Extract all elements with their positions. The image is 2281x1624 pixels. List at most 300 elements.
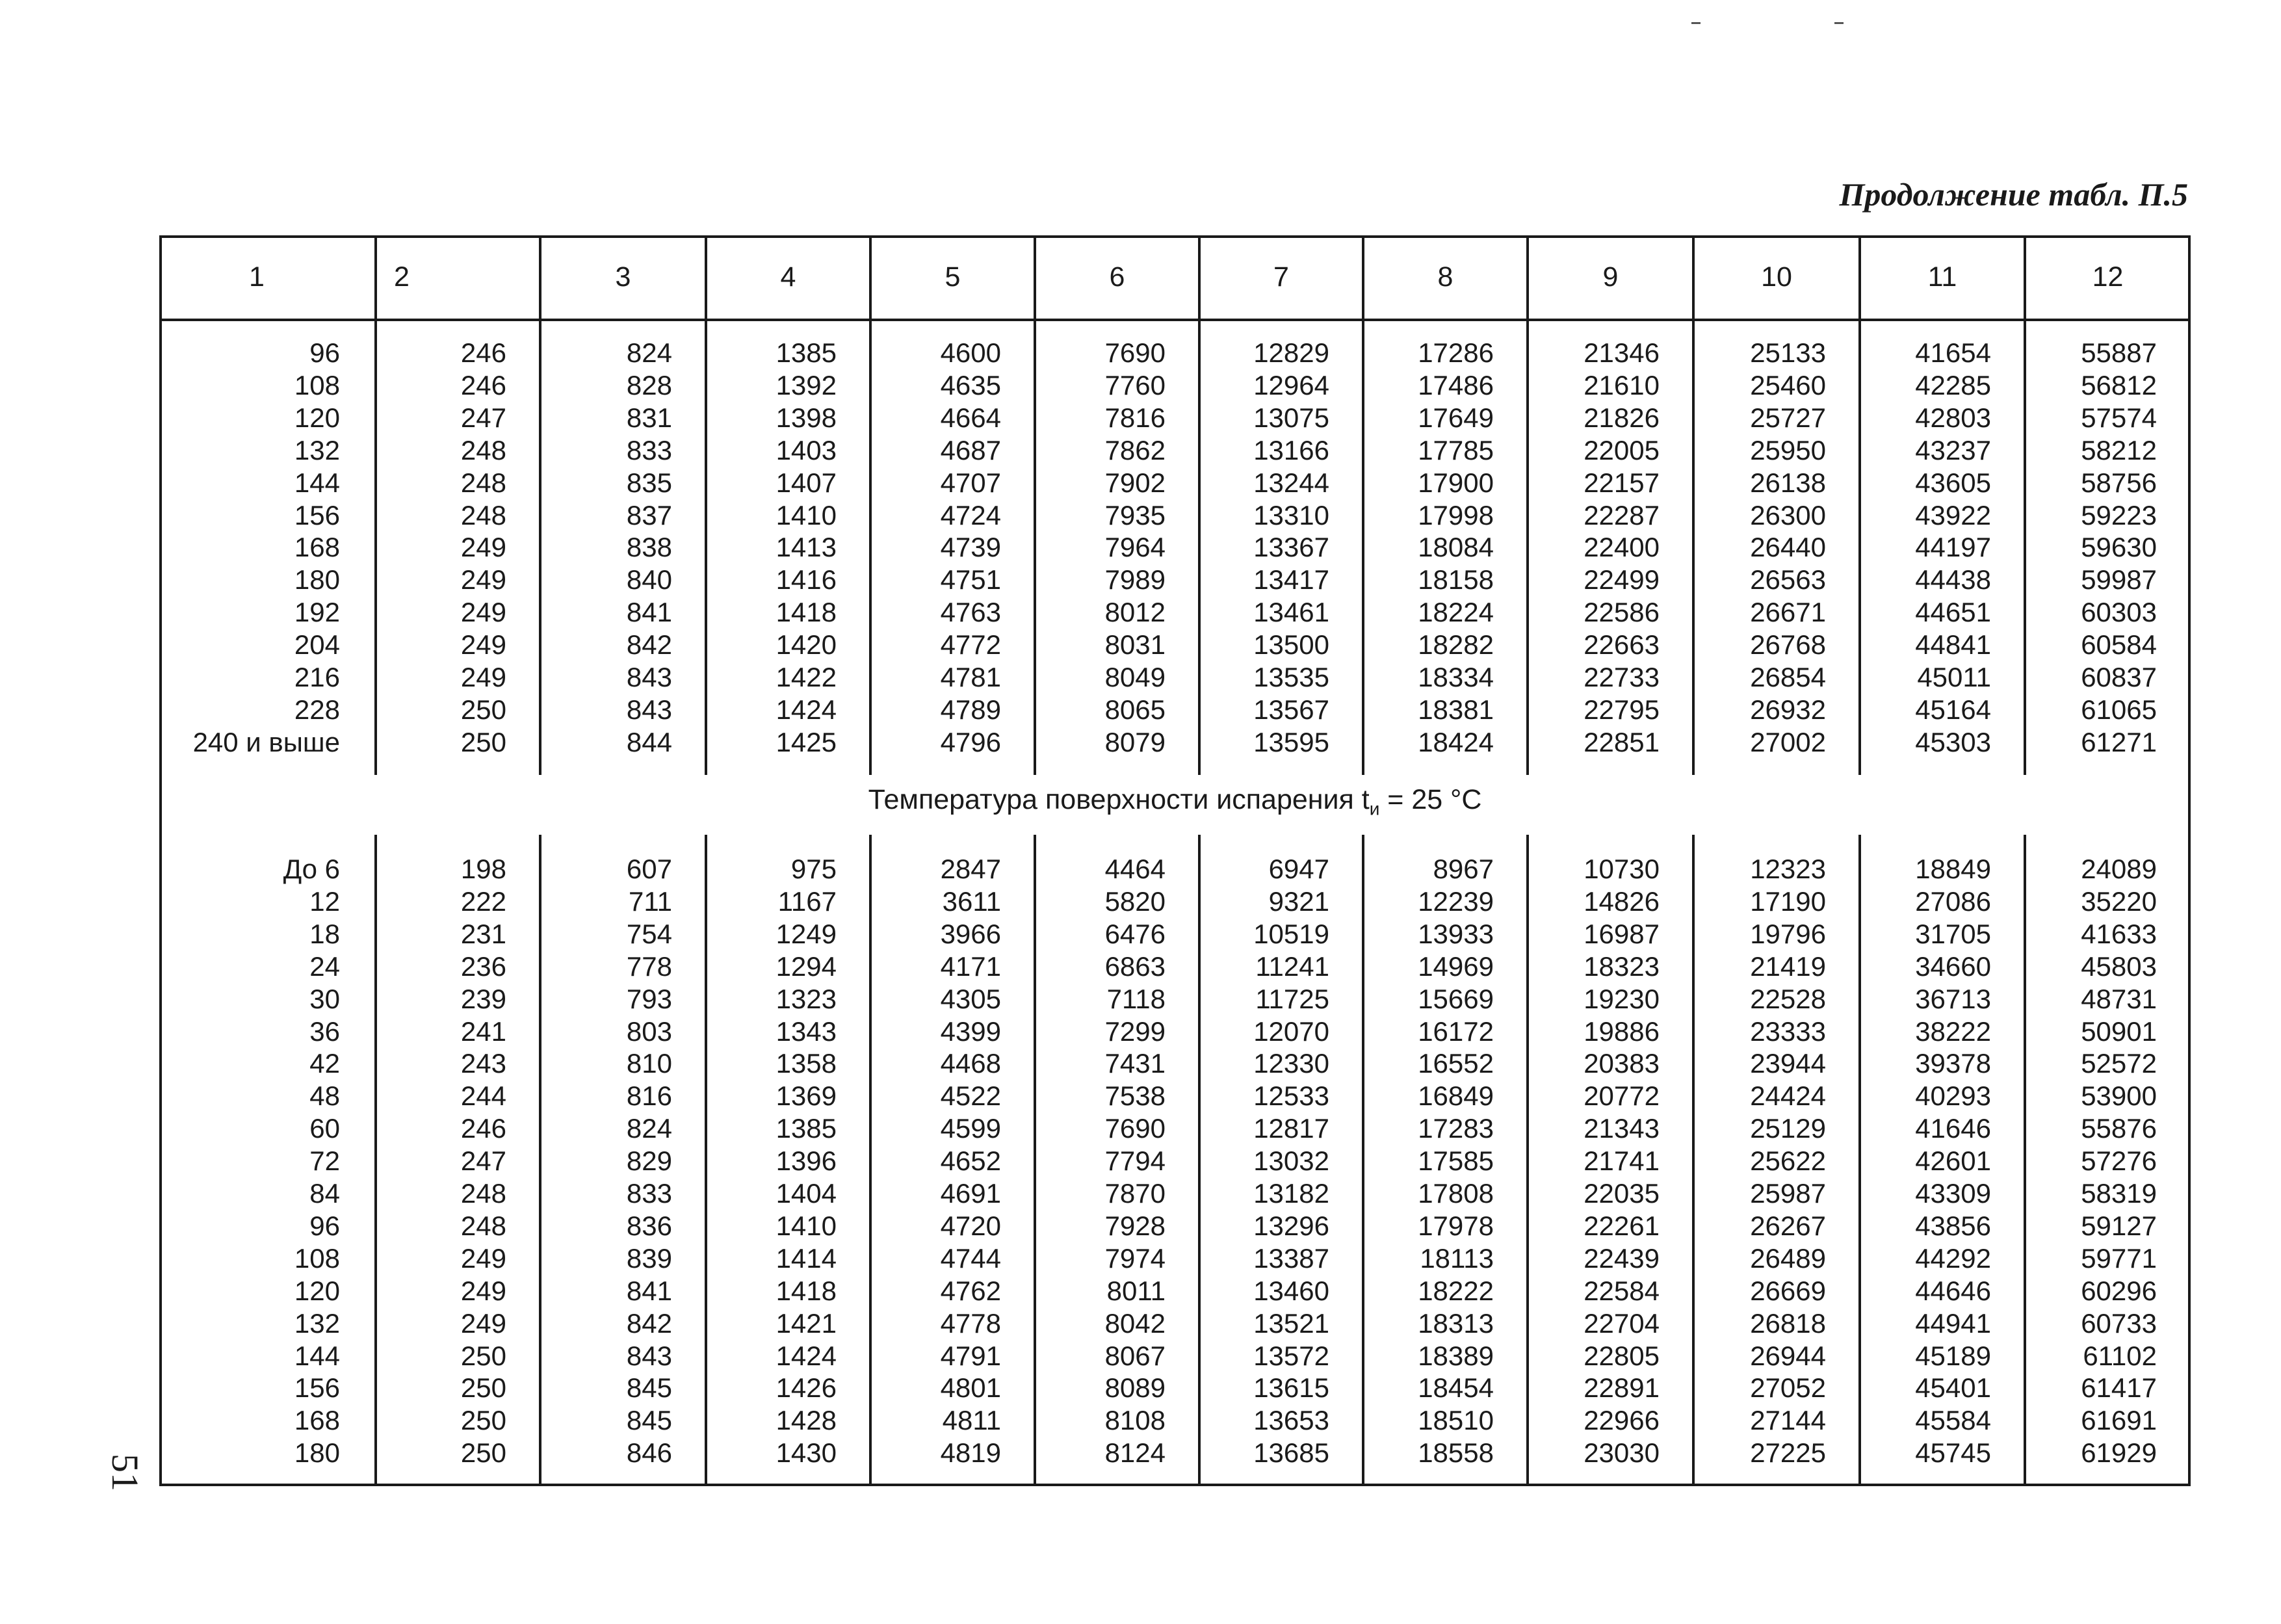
table-cell: 41654	[1915, 337, 1991, 368]
table-cell: 8067	[1104, 1340, 1166, 1371]
table-cell: 13032	[1253, 1146, 1329, 1177]
table-cell: 13567	[1253, 694, 1329, 725]
table-cell: 778	[626, 950, 672, 982]
table-row	[159, 726, 2191, 759]
table-cell: 25950	[1750, 434, 1826, 465]
column-header: 4	[780, 261, 796, 293]
table-cell: 1398	[776, 402, 837, 433]
table-row	[159, 1340, 2191, 1372]
table-cell: 249	[460, 564, 506, 596]
table-cell: 18313	[1418, 1307, 1494, 1339]
table-cell: 8011	[1106, 1275, 1166, 1306]
table-cell: 845	[626, 1405, 672, 1436]
table-cell: 18222	[1418, 1275, 1494, 1306]
table-cell: 4600	[940, 337, 1001, 368]
table-cell: 247	[460, 1146, 506, 1177]
table-cell: 120	[294, 1275, 340, 1306]
table-cell: 843	[626, 662, 672, 692]
table-row	[159, 1404, 2191, 1437]
table-cell: 4796	[940, 726, 1001, 757]
table-cell: 18334	[1418, 662, 1494, 692]
table-cell: 48	[309, 1080, 340, 1112]
table-cell: 3966	[940, 918, 1001, 949]
table-cell: 18224	[1418, 597, 1494, 628]
table-cell: 1385	[776, 1113, 837, 1144]
table-cell: 22261	[1584, 1210, 1660, 1241]
column-header: 11	[1927, 261, 1957, 293]
table-cell: 1421	[776, 1307, 837, 1339]
table-cell: 1323	[776, 983, 837, 1014]
table-cell: 59630	[2081, 532, 2157, 563]
table-cell: 25622	[1750, 1146, 1826, 1177]
table-cell: 180	[294, 1437, 340, 1469]
table-cell: 16172	[1418, 1015, 1494, 1047]
table-cell: 17978	[1418, 1210, 1494, 1241]
table-cell: 4664	[940, 402, 1001, 433]
table-cell: 20772	[1584, 1080, 1660, 1112]
table-cell: 837	[626, 499, 672, 530]
table-cell: 120	[294, 402, 340, 433]
table-cell: 96	[309, 1210, 340, 1241]
table-cell: 4522	[940, 1080, 1001, 1112]
table-cell: 45303	[1915, 726, 1991, 757]
table-cell: 72	[309, 1146, 340, 1177]
table-cell: 45803	[2081, 950, 2157, 982]
table-cell: 13535	[1253, 662, 1329, 692]
table-cell: 249	[460, 1242, 506, 1274]
table-cell: 1407	[776, 467, 837, 498]
table-cell: 816	[626, 1080, 672, 1112]
table-cell: 250	[460, 1340, 506, 1371]
table-cell: 7989	[1104, 564, 1166, 596]
table-cell: 8124	[1104, 1437, 1166, 1469]
table-cell: 9321	[1268, 885, 1329, 917]
column-header: 1	[249, 261, 265, 293]
table-row	[159, 1210, 2191, 1242]
table-cell: 4789	[940, 694, 1001, 725]
table-cell: 1428	[776, 1405, 837, 1436]
table-cell: 248	[460, 1210, 506, 1241]
table-cell: 8065	[1104, 694, 1166, 725]
table-cell: 13615	[1253, 1372, 1329, 1404]
table-cell: 16987	[1584, 918, 1660, 949]
table-row	[159, 918, 2191, 950]
table-cell: 18849	[1915, 854, 1991, 884]
table-row	[159, 564, 2191, 596]
table-cell: 58212	[2081, 434, 2157, 465]
table-row	[159, 467, 2191, 499]
table-cell: 18424	[1418, 726, 1494, 757]
table-cell: 41646	[1915, 1113, 1991, 1144]
table-cell: 22663	[1584, 629, 1660, 661]
table-cell: 838	[626, 532, 672, 563]
table-cell: 24424	[1750, 1080, 1826, 1112]
table-cell: 1385	[776, 337, 837, 368]
table-cell: 7299	[1104, 1015, 1166, 1047]
table-cell: 836	[626, 1210, 672, 1241]
table-cell: 840	[626, 564, 672, 596]
table-cell: 25129	[1750, 1113, 1826, 1144]
table-cell: До 6	[283, 854, 340, 884]
column-header: 12	[2092, 261, 2124, 293]
table-cell: 4811	[942, 1405, 1001, 1436]
table-cell: 45584	[1915, 1405, 1991, 1436]
table-cell: 13461	[1253, 597, 1329, 628]
column-header: 7	[1273, 261, 1289, 293]
table-cell: 246	[460, 369, 506, 400]
table-cell: 61271	[2081, 726, 2157, 757]
section-2-title-suffix: = 25 °C	[1379, 784, 1482, 815]
table-cell: 244	[460, 1080, 506, 1112]
table-cell: 13387	[1253, 1242, 1329, 1274]
table-cell: 8012	[1104, 597, 1166, 628]
table-cell: 22733	[1584, 662, 1660, 692]
table-cell: 5820	[1104, 885, 1166, 917]
table-cell: 833	[626, 434, 672, 465]
table-cell: 4687	[940, 434, 1001, 465]
table-cell: 248	[460, 1178, 506, 1209]
table-cell: 60	[309, 1113, 340, 1144]
column-header: 10	[1761, 261, 1792, 293]
table-cell: 829	[626, 1146, 672, 1177]
table-cell: 228	[294, 694, 340, 725]
table-cell: 17286	[1418, 337, 1494, 368]
table-cell: 14969	[1418, 950, 1494, 982]
table-cell: 12829	[1253, 337, 1329, 368]
table-cell: 8079	[1104, 726, 1166, 757]
table-cell: 4819	[940, 1437, 1001, 1469]
table-cell: 1420	[776, 629, 837, 661]
table-cell: 841	[626, 1275, 672, 1306]
table-cell: 30	[309, 983, 340, 1014]
table-cell: 846	[626, 1437, 672, 1469]
table-cell: 43922	[1915, 499, 1991, 530]
table-cell: 13521	[1253, 1307, 1329, 1339]
table-cell: 7862	[1104, 434, 1166, 465]
table-cell: 833	[626, 1178, 672, 1209]
table-cell: 21610	[1584, 369, 1660, 400]
table-cell: 132	[294, 434, 340, 465]
table-cell: 1410	[776, 1210, 837, 1241]
table-cell: 4781	[940, 662, 1001, 692]
table-cell: 4691	[940, 1178, 1001, 1209]
table-cell: 60733	[2081, 1307, 2157, 1339]
table-row	[159, 337, 2191, 369]
table-cell: 26489	[1750, 1242, 1826, 1274]
table-cell: 239	[460, 983, 506, 1014]
table-row	[159, 1015, 2191, 1048]
table-cell: 44941	[1915, 1307, 1991, 1339]
table-cell: 1358	[776, 1048, 837, 1079]
table-cell: 24089	[2081, 854, 2157, 884]
table-cell: 3611	[942, 885, 1001, 917]
table-cell: 26669	[1750, 1275, 1826, 1306]
table-cell: 21419	[1750, 950, 1826, 982]
table-cell: 48731	[2081, 983, 2157, 1014]
table-row	[159, 402, 2191, 434]
table-cell: 42601	[1915, 1146, 1991, 1177]
table-row	[159, 1112, 2191, 1145]
table-cell: 250	[460, 726, 506, 757]
table-row	[159, 1177, 2191, 1210]
table-cell: 132	[294, 1307, 340, 1339]
table-row	[159, 596, 2191, 629]
table-row	[159, 1275, 2191, 1307]
table-cell: 4464	[1104, 854, 1166, 884]
table-cell: 58319	[2081, 1178, 2157, 1209]
table-cell: 4707	[940, 467, 1001, 498]
table-cell: 250	[460, 1405, 506, 1436]
table-cell: 44438	[1915, 564, 1991, 596]
table-cell: 248	[460, 467, 506, 498]
table-cell: 7928	[1104, 1210, 1166, 1241]
table-cell: 55887	[2081, 337, 2157, 368]
table-cell: 803	[626, 1015, 672, 1047]
table-cell: 26563	[1750, 564, 1826, 596]
table-cell: 22966	[1584, 1405, 1660, 1436]
table-cell: 22851	[1584, 726, 1660, 757]
table-cell: 1404	[776, 1178, 837, 1209]
table-cell: 45401	[1915, 1372, 1991, 1404]
table-cell: 12817	[1253, 1113, 1329, 1144]
table-cell: 250	[460, 1372, 506, 1404]
table-cell: 810	[626, 1048, 672, 1079]
table-cell: 249	[460, 1307, 506, 1339]
table-cell: 12070	[1253, 1015, 1329, 1047]
table-cell: 21826	[1584, 402, 1660, 433]
table-cell: 15669	[1418, 983, 1494, 1014]
table-cell: 26267	[1750, 1210, 1826, 1241]
table-cell: 17486	[1418, 369, 1494, 400]
table-cell: 793	[626, 983, 672, 1014]
table-row	[159, 369, 2191, 402]
table-cell: 4171	[940, 950, 1001, 982]
table-cell: 52572	[2081, 1048, 2157, 1079]
table-cell: 168	[294, 1405, 340, 1436]
page-number: 51	[104, 1454, 146, 1491]
table-cell: 43856	[1915, 1210, 1991, 1241]
table-cell: 8967	[1433, 854, 1494, 884]
table-cell: 25727	[1750, 402, 1826, 433]
table-cell: 4801	[940, 1372, 1001, 1404]
table-cell: 1413	[776, 532, 837, 563]
table-cell: 13500	[1253, 629, 1329, 661]
table-cell: 59223	[2081, 499, 2157, 530]
table-cell: 841	[626, 597, 672, 628]
table-cell: 1414	[776, 1242, 837, 1274]
table-cell: 61065	[2081, 694, 2157, 725]
table-cell: 26671	[1750, 597, 1826, 628]
table-cell: 13653	[1253, 1405, 1329, 1436]
table-cell: 27002	[1750, 726, 1826, 757]
table-cell: 13685	[1253, 1437, 1329, 1469]
table-cell: 1424	[776, 694, 837, 725]
table-cell: 43237	[1915, 434, 1991, 465]
table-cell: 7870	[1104, 1178, 1166, 1209]
table-cell: 16849	[1418, 1080, 1494, 1112]
table-cell: 4599	[940, 1113, 1001, 1144]
table-cell: 1418	[776, 597, 837, 628]
table-row	[159, 983, 2191, 1015]
table-cell: 4778	[940, 1307, 1001, 1339]
table-cell: 8108	[1104, 1405, 1166, 1436]
table-cell: 4399	[940, 1015, 1001, 1047]
table-cell: 8049	[1104, 662, 1166, 692]
table-cell: 248	[460, 499, 506, 530]
table-cell: 168	[294, 532, 340, 563]
table-cell: 4720	[940, 1210, 1001, 1241]
table-cell: 21741	[1584, 1146, 1660, 1177]
header-divider	[159, 319, 2191, 321]
table-cell: 13182	[1253, 1178, 1329, 1209]
table-row	[159, 1307, 2191, 1340]
table-cell: 26932	[1750, 694, 1826, 725]
table-cell: 975	[790, 854, 837, 884]
table-cell: 6476	[1104, 918, 1166, 949]
table-cell: 26440	[1750, 532, 1826, 563]
table-cell: 12330	[1253, 1048, 1329, 1079]
table-cell: 18454	[1418, 1372, 1494, 1404]
table-cell: 108	[294, 369, 340, 400]
table-cell: 22157	[1584, 467, 1660, 498]
table-cell: 1418	[776, 1275, 837, 1306]
table-cell: 12239	[1418, 885, 1494, 917]
table-cell: 23030	[1584, 1437, 1660, 1469]
table-cell: 13166	[1253, 434, 1329, 465]
table-cell: 61417	[2081, 1372, 2157, 1404]
table-cell: 13367	[1253, 532, 1329, 563]
table-cell: 22795	[1584, 694, 1660, 725]
scan-speck	[1691, 22, 1701, 24]
table-cell: 22805	[1584, 1340, 1660, 1371]
table-row	[159, 1242, 2191, 1275]
table-cell: 44651	[1915, 597, 1991, 628]
table-cell: 236	[460, 950, 506, 982]
table-cell: 144	[294, 1340, 340, 1371]
table-cell: 42803	[1915, 402, 1991, 433]
data-table	[159, 235, 2191, 1486]
table-cell: 22499	[1584, 564, 1660, 596]
table-cell: 17649	[1418, 402, 1494, 433]
table-cell: 34660	[1915, 950, 1991, 982]
table-row	[159, 629, 2191, 661]
table-cell: 4762	[940, 1275, 1001, 1306]
table-cell: 249	[460, 629, 506, 661]
table-row	[159, 950, 2191, 983]
table-cell: 17900	[1418, 467, 1494, 498]
table-cell: 835	[626, 467, 672, 498]
table-cell: 40293	[1915, 1080, 1991, 1112]
column-header: 3	[615, 261, 631, 293]
table-cell: 22891	[1584, 1372, 1660, 1404]
table-cell: 45164	[1915, 694, 1991, 725]
table-cell: 59771	[2081, 1242, 2157, 1274]
table-cell: 60584	[2081, 629, 2157, 661]
table-cell: 6863	[1104, 950, 1166, 982]
table-cell: 17808	[1418, 1178, 1494, 1209]
table-cell: 246	[460, 1113, 506, 1144]
table-cell: 23944	[1750, 1048, 1826, 1079]
table-cell: 1424	[776, 1340, 837, 1371]
table-cell: 36	[309, 1015, 340, 1047]
table-cell: 26944	[1750, 1340, 1826, 1371]
table-cell: 58756	[2081, 467, 2157, 498]
table-cell: 13075	[1253, 402, 1329, 433]
table-cell: 198	[460, 854, 506, 884]
table-cell: 10519	[1253, 918, 1329, 949]
table-cell: 4739	[940, 532, 1001, 563]
table-cell: 31705	[1915, 918, 1991, 949]
table-cell: 1425	[776, 726, 837, 757]
table-cell: 249	[460, 532, 506, 563]
table-cell: 17190	[1750, 885, 1826, 917]
table-cell: 53900	[2081, 1080, 2157, 1112]
table-cell: 25987	[1750, 1178, 1826, 1209]
table-cell: 18558	[1418, 1437, 1494, 1469]
table-cell: 824	[626, 337, 672, 368]
table-cell: 12323	[1750, 854, 1826, 884]
table-cell: 7794	[1104, 1146, 1166, 1177]
table-cell: 1294	[776, 950, 837, 982]
table-cell: 60296	[2081, 1275, 2157, 1306]
table-cell: 4468	[940, 1048, 1001, 1079]
table-cell: 4724	[940, 499, 1001, 530]
table-cell: 250	[460, 1437, 506, 1469]
table-cell: 248	[460, 434, 506, 465]
table-cell: 18158	[1418, 564, 1494, 596]
table-cell: 35220	[2081, 885, 2157, 917]
table-cell: 7690	[1104, 1113, 1166, 1144]
table-cell: 7974	[1104, 1242, 1166, 1274]
table-cell: 18	[309, 918, 340, 949]
table-cell: 243	[460, 1048, 506, 1079]
table-cell: 1249	[776, 918, 837, 949]
table-row	[159, 434, 2191, 467]
table-row	[159, 1047, 2191, 1080]
table-cell: 57574	[2081, 402, 2157, 433]
scan-speck	[1834, 22, 1844, 24]
table-cell: 1426	[776, 1372, 837, 1404]
table-cell: 7431	[1104, 1048, 1166, 1079]
table-cell: 4751	[940, 564, 1001, 596]
table-row	[159, 661, 2191, 694]
table-cell: 6947	[1268, 854, 1329, 884]
table-cell: 20383	[1584, 1048, 1660, 1079]
table-cell: 17283	[1418, 1113, 1494, 1144]
table-cell: 1410	[776, 499, 837, 530]
table-cell: 43309	[1915, 1178, 1991, 1209]
table-caption: Продолжение табл. П.5	[1839, 176, 2188, 213]
table-cell: 25460	[1750, 369, 1826, 400]
table-cell: 1403	[776, 434, 837, 465]
table-cell: 21346	[1584, 337, 1660, 368]
table-row	[159, 1145, 2191, 1177]
table-cell: 842	[626, 629, 672, 661]
table-cell: 27086	[1915, 885, 1991, 917]
table-cell: 96	[309, 337, 340, 368]
table-cell: 18323	[1584, 950, 1660, 982]
table-cell: 42285	[1915, 369, 1991, 400]
table-row	[159, 1372, 2191, 1404]
table-cell: 22287	[1584, 499, 1660, 530]
table-cell: 56812	[2081, 369, 2157, 400]
table-cell: 18389	[1418, 1340, 1494, 1371]
table-cell: 156	[294, 1372, 340, 1404]
column-header: 9	[1602, 261, 1619, 293]
table-cell: 7935	[1104, 499, 1166, 530]
table-cell: 22584	[1584, 1275, 1660, 1306]
table-cell: 27144	[1750, 1405, 1826, 1436]
